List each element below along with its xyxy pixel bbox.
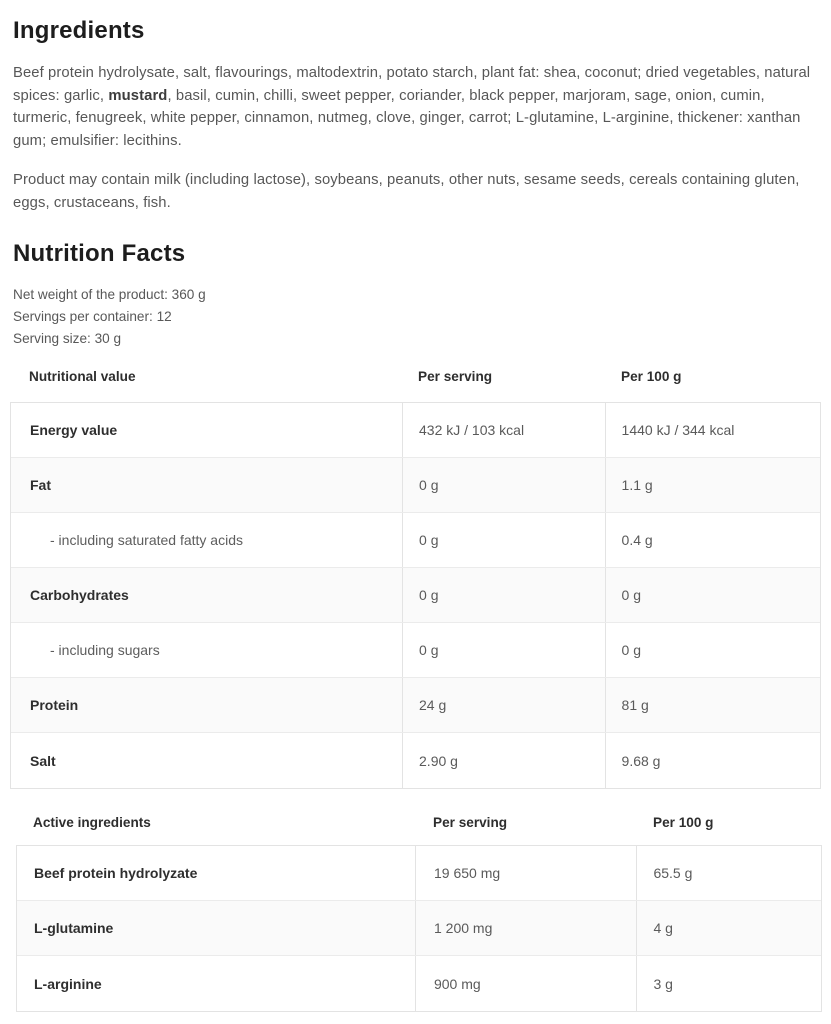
- row-label: L-glutamine: [34, 920, 114, 936]
- ingredients-paragraph: [13, 62, 819, 152]
- column-header-per-serving: Per serving: [433, 814, 508, 830]
- table-row: [17, 956, 821, 1011]
- column-header-per-serving: Per serving: [418, 368, 493, 384]
- table-row: [11, 458, 820, 513]
- column-header-per-100g: Per 100 g: [653, 814, 714, 830]
- per-serving-value: 432 kJ / 103 kcal: [402, 403, 605, 457]
- row-label: Energy value: [30, 422, 118, 438]
- per-serving-value: 0 g: [402, 513, 605, 567]
- row-label: Salt: [30, 752, 56, 769]
- allergen-paragraph: Product may contain milk (including lactose), soybeans, peanuts, other nuts, sesame seeds, cereals containing gluten, eggs, crustaceans, fish.: [13, 172, 800, 211]
- ingredients-text-after-bold: , basil, cumin, chilli, sweet pepper, coriander, black pepper, marjoram, sage, onion, cumin, turmeric, fenugreek, white pepper, cinnamon, nutmeg, clove, ginger, carrot; L-glutamine, L-arginine, thickener: xanthan gum; emulsifier: lecithins.: [13, 87, 801, 149]
- table-row: [11, 403, 820, 458]
- per-100g-value: 81 g: [605, 678, 820, 732]
- table-row: [11, 568, 820, 623]
- ingredients-heading: Ingredients: [13, 17, 145, 44]
- per-serving-value: 0 g: [402, 623, 605, 677]
- per-serving-value: 0 g: [402, 568, 605, 622]
- row-label: Fat: [30, 477, 51, 493]
- row-label: Protein: [30, 697, 79, 713]
- nutrition-table: [10, 350, 821, 789]
- column-header-nutritional-value: Nutritional value: [29, 368, 136, 384]
- per-serving-value: 1 200 mg: [415, 901, 636, 955]
- serving-size-text: Serving size: 30 g: [13, 331, 122, 346]
- per-100g-value: 1440 kJ / 344 kcal: [605, 403, 820, 457]
- row-label: Beef protein hydrolyzate: [34, 865, 198, 881]
- active-ingredients-table: [16, 799, 822, 1012]
- table-row: [17, 846, 821, 901]
- per-serving-value: 900 mg: [415, 956, 636, 1011]
- servings-per-container-text: Servings per container: 12: [13, 309, 172, 324]
- per-serving-value: 24 g: [402, 678, 605, 732]
- per-serving-value: 19 650 mg: [415, 846, 636, 900]
- per-100g-value: 3 g: [636, 956, 821, 1011]
- table-row: [11, 733, 820, 788]
- column-header-active-ingredients: Active ingredients: [33, 814, 151, 830]
- table-row: [17, 901, 821, 956]
- per-serving-value: 0 g: [402, 458, 605, 512]
- nutrition-facts-heading: Nutrition Facts: [13, 240, 186, 267]
- per-100g-value: 65.5 g: [636, 846, 821, 900]
- per-serving-value: 2.90 g: [402, 733, 605, 788]
- row-label: - including sugars: [50, 642, 160, 658]
- per-100g-value: 0 g: [605, 623, 820, 677]
- row-label: Carbohydrates: [30, 587, 129, 603]
- active-ingredients-table-header: [16, 799, 822, 845]
- table-row: [11, 678, 820, 733]
- column-header-per-100g: Per 100 g: [621, 368, 682, 384]
- per-100g-value: 4 g: [636, 901, 821, 955]
- table-row: [11, 623, 820, 678]
- serving-info: [13, 284, 831, 350]
- row-label: L-arginine: [34, 975, 102, 992]
- table-row: [11, 513, 820, 568]
- per-100g-value: 0.4 g: [605, 513, 820, 567]
- per-100g-value: 0 g: [605, 568, 820, 622]
- ingredients-bold-word: mustard: [108, 87, 168, 104]
- nutrition-table-body: [10, 402, 821, 789]
- nutrition-table-header: [10, 350, 821, 402]
- net-weight-text: Net weight of the product: 360 g: [13, 287, 206, 302]
- active-ingredients-table-body: [16, 845, 822, 1012]
- row-label: - including saturated fatty acids: [50, 532, 243, 548]
- ingredients-text-before-bold: Beef protein hydrolysate, salt, flavourings, maltodextrin, potato starch, plant fat: shea, coconut; dried vegetables, natural spices: garlic,: [13, 65, 811, 104]
- per-100g-value: 1.1 g: [605, 458, 820, 512]
- per-100g-value: 9.68 g: [605, 733, 820, 788]
